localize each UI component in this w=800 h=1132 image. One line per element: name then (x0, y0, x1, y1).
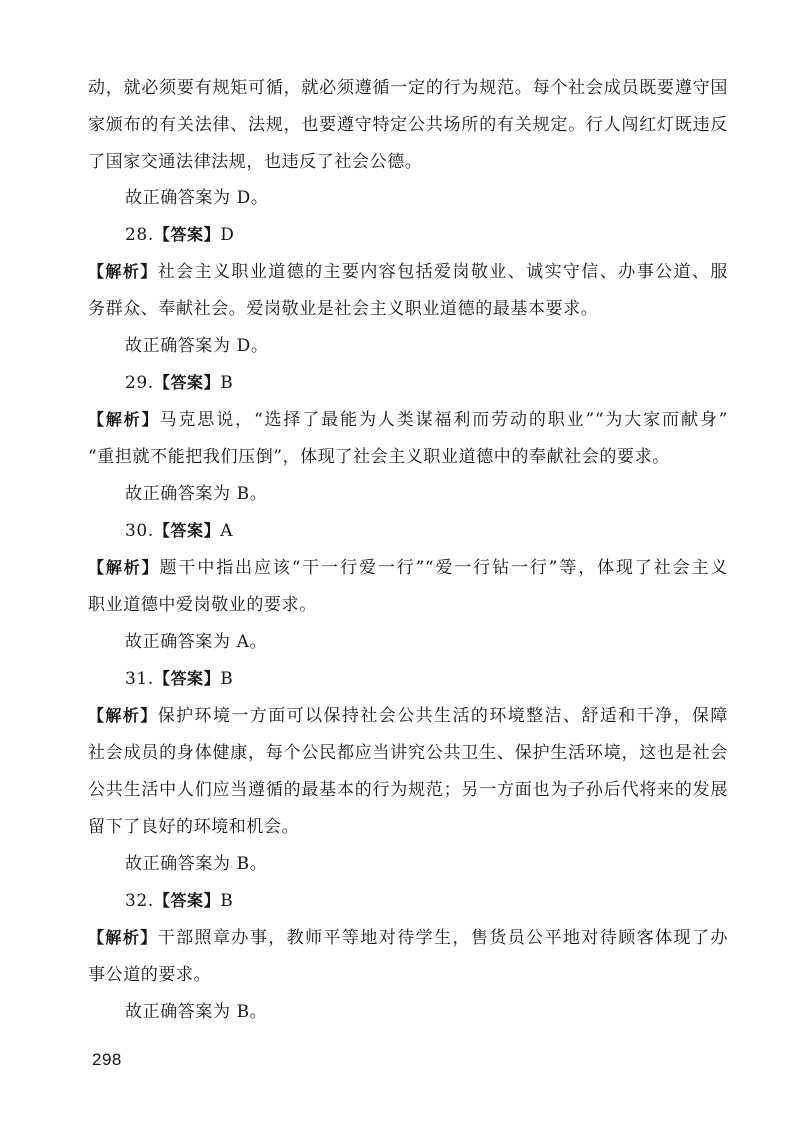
conclusion-line: 故正确答案为 B。 (125, 1002, 268, 1022)
analysis-line: “重担就不能把我们压倒”，体现了社会主义职业道德中的奉献社会的要求。 (88, 447, 670, 467)
analysis-line (88, 261, 728, 283)
answer-label: 【答案】 (153, 373, 221, 392)
paragraph-line: 动，就必须要有规矩可循，就必须遵循一定的行为规范。每个社会成员既要遵守国 (88, 78, 728, 98)
analysis-line (88, 927, 728, 949)
answer-value: A (220, 521, 234, 541)
answer-label: 【答案】 (153, 891, 221, 910)
answer-label: 【答案】 (153, 521, 221, 540)
question-number: 28. (125, 225, 154, 245)
analysis-line: 公共生活中人们应当遵循的最基本的行为规范；另一方面也为子孙后代将来的发展 (88, 780, 728, 800)
answer-label: 【答案】 (153, 669, 221, 688)
analysis-line (88, 705, 728, 727)
conclusion-line: 故正确答案为 D。 (125, 336, 269, 356)
analysis-label: 【解析】 (88, 262, 158, 281)
paragraph-line: 了国家交通法律法规，也违反了社会公德。 (88, 152, 423, 172)
analysis-label: 【解析】 (88, 558, 160, 577)
answer-value: D (220, 225, 235, 245)
analysis-text: 干部照章办事，教师平等地对待学生，售货员公平地对待顾客体现了办 (157, 928, 728, 948)
page-number: 298 (92, 1050, 122, 1069)
conclusion-line: 故正确答案为 B。 (125, 854, 268, 874)
answer-heading (125, 372, 765, 394)
question-number: 30. (125, 521, 154, 541)
analysis-label: 【解析】 (88, 410, 160, 429)
answer-value: B (220, 373, 234, 393)
paragraph-line: 家颁布的有关法律、法规，也要遵守特定公共场所的有关规定。行人闯红灯既违反 (88, 115, 728, 135)
analysis-text: 马克思说，“选择了最能为人类谋福利而劳动的职业”“为大家而献身” (159, 410, 729, 430)
answer-heading (125, 520, 765, 542)
analysis-line: 事公道的要求。 (88, 965, 212, 985)
conclusion-line: 故正确答案为 B。 (125, 484, 268, 504)
answer-label: 【答案】 (153, 225, 221, 244)
answer-heading (125, 224, 765, 246)
answer-value: B (220, 669, 234, 689)
question-number: 29. (125, 373, 154, 393)
answer-value: B (220, 891, 234, 911)
conclusion-line: 故正确答案为 D。 (125, 188, 269, 208)
analysis-label: 【解析】 (88, 928, 158, 947)
analysis-label: 【解析】 (88, 706, 158, 725)
answer-heading (125, 668, 765, 690)
analysis-line: 留下了良好的环境和机会。 (88, 817, 300, 837)
analysis-line (88, 409, 728, 431)
answer-heading (125, 890, 765, 912)
conclusion-line: 故正确答案为 A。 (125, 632, 268, 652)
analysis-text: 保护环境一方面可以保持社会公共生活的环境整洁、舒适和干净，保障 (157, 706, 728, 726)
analysis-text: 社会主义职业道德的主要内容包括爱岗敬业、诚实守信、办事公道、服 (157, 262, 728, 282)
analysis-line: 社会成员的身体健康，每个公民都应当讲究公共卫生、保护生活环境，这也是社会 (88, 743, 728, 763)
analysis-line: 务群众、奉献社会。爱岗敬业是社会主义职业道德的最基本要求。 (88, 299, 599, 319)
analysis-text: 题干中指出应该“干一行爱一行”“爱一行钻一行”等，体现了社会主义 (159, 558, 729, 578)
analysis-line: 职业道德中爱岗敬业的要求。 (88, 595, 317, 615)
question-number: 32. (125, 891, 154, 911)
analysis-line (88, 557, 728, 579)
question-number: 31. (125, 669, 154, 689)
